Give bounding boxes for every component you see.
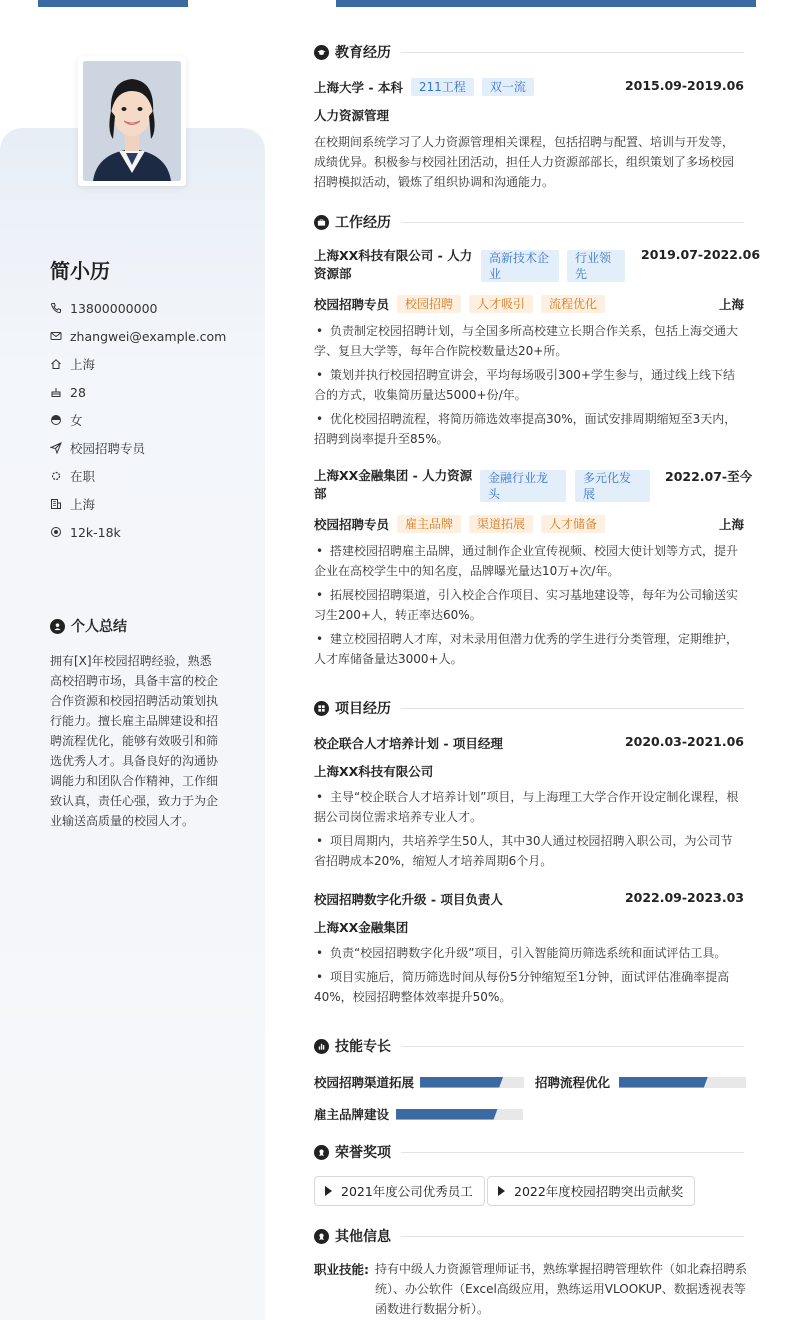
phone-value: 13800000000 xyxy=(70,300,158,316)
skill-level-bar xyxy=(396,1109,523,1120)
cake-icon xyxy=(50,386,62,398)
job-bullets xyxy=(314,541,744,673)
top-accent-bar-left xyxy=(38,0,188,7)
awards-heading xyxy=(314,1142,744,1162)
skill-name: 招聘流程优化 xyxy=(535,1075,611,1090)
briefcase-icon xyxy=(314,215,329,230)
job-tag-line: 行业领 xyxy=(575,251,612,265)
info-salary xyxy=(50,518,226,546)
award-label: 2022年度校园招聘突出贡献奖 xyxy=(514,1184,684,1199)
info-email xyxy=(50,322,226,350)
skill-level-fill xyxy=(396,1109,498,1120)
home-icon xyxy=(50,358,62,370)
job-tag xyxy=(480,470,566,502)
other-label: 职业技能: xyxy=(314,1262,369,1277)
job-company xyxy=(314,247,474,283)
skill-name: 校园招聘渠道拓展 xyxy=(314,1075,415,1090)
job-city: 上海 xyxy=(718,297,744,312)
skill-level-bar xyxy=(619,1077,746,1088)
contact-info-list xyxy=(50,294,226,546)
other-heading xyxy=(314,1226,744,1246)
work-heading xyxy=(314,212,744,232)
job-tag xyxy=(567,250,625,282)
education-school: 上海大学 - 本科 xyxy=(314,80,403,95)
job-company-line: 资源部 xyxy=(314,266,352,281)
project-bullets xyxy=(314,787,744,875)
info-gender xyxy=(50,406,226,434)
target-position-value: 校园招聘专员 xyxy=(70,441,146,456)
profile-photo-frame xyxy=(78,56,186,186)
list-item: • 项目周期内，共培养学生50人，其中30人通过校园招聘入职公司，为公司节省招聘成本20%，缩短人才培养周期6个月。 xyxy=(314,831,744,871)
project-org: 上海XX金融集团 xyxy=(314,920,409,935)
job-role-row xyxy=(314,515,744,533)
job-role: 校园招聘专员 xyxy=(314,517,390,532)
skill-level-fill xyxy=(420,1077,503,1088)
job-role-tag: 渠道拓展 xyxy=(469,515,533,533)
list-item: • 拓展校园招聘渠道，引入校企合作项目、实习基地建设等，每年为公司输送实习生200+人，转正率达60%。 xyxy=(314,585,744,625)
list-item: • 负责“校园招聘数字化升级”项目，引入智能简历筛选系统和面试评估工具。 xyxy=(314,943,744,963)
status-icon xyxy=(50,470,62,482)
award-icon xyxy=(314,1229,329,1244)
job-company-line: 部 xyxy=(314,486,327,501)
list-item: • 策划并执行校园招聘宣讲会，平均每场吸引300+学生参与，通过线上线下结合的方式，收集简历量达5000+份/年。 xyxy=(314,365,744,405)
education-tag: 双一流 xyxy=(482,78,534,96)
list-item: • 建立校园招聘人才库，对未录用但潜力优秀的学生进行分类管理，定期维护，人才库储备量达3000+人。 xyxy=(314,629,744,669)
list-item: • 搭建校园招聘雇主品牌，通过制作企业宣传视频、校园大使计划等方式，提升企业在高校学生中的知名度，品牌曝光量达10万+次/年。 xyxy=(314,541,744,581)
education-description: 在校期间系统学习了人力资源管理相关课程，包括招聘与配置、培训与开发等，成绩优异。积极参与校园社团活动，担任人力资源部部长，组织策划了多场校园招聘模拟活动，锻炼了组织协调和沟通能力。 xyxy=(314,135,735,189)
section-divider xyxy=(401,1236,744,1237)
summary-title: 个人总结 xyxy=(71,619,127,635)
job-role-tag: 人才吸引 xyxy=(469,295,533,313)
project-bullets xyxy=(314,943,744,1011)
play-icon xyxy=(325,1186,332,1196)
job-company xyxy=(314,467,474,503)
skill-level-bar xyxy=(420,1077,524,1088)
job-role-row xyxy=(314,295,744,313)
education-heading xyxy=(314,42,744,62)
job-role-tag: 校园招聘 xyxy=(397,295,461,313)
portrait-image xyxy=(83,61,181,181)
education-tag: 211工程 xyxy=(411,78,474,96)
list-item: • 优化校园招聘流程，将简历筛选效率提高30%，面试安排周期缩短至3天内，招聘到岗率提升至85%。 xyxy=(314,409,744,449)
list-item: • 主导“校企联合人才培养计划”项目，与上海理工大学合作开设定制化课程，根据公司岗位需求培养专业人才。 xyxy=(314,787,744,827)
job-period: 2019.07-2022.06 xyxy=(641,247,761,262)
project-row xyxy=(314,890,744,908)
skill-item xyxy=(535,1073,746,1091)
section-divider xyxy=(401,708,744,709)
age-value: 28 xyxy=(70,384,86,400)
job-tag-line: 头 xyxy=(488,487,501,501)
job-tag xyxy=(481,250,559,282)
status-value: 在职 xyxy=(70,469,96,484)
salary-icon xyxy=(50,526,62,538)
job-company-line: 上海XX金融集团 - 人力资源 xyxy=(314,468,473,483)
summary-heading xyxy=(50,616,127,636)
award-item xyxy=(314,1176,485,1206)
job-tag xyxy=(575,470,650,502)
education-major: 人力资源管理 xyxy=(314,108,390,123)
project-org: 上海XX科技有限公司 xyxy=(314,764,434,779)
send-icon xyxy=(50,442,62,454)
skill-item xyxy=(314,1073,524,1091)
job-tag-line: 先 xyxy=(575,267,588,281)
skills-title: 技能专长 xyxy=(335,1039,391,1055)
candidate-name: 简小历 xyxy=(50,259,110,283)
info-location xyxy=(50,350,226,378)
section-divider xyxy=(401,222,744,223)
email-value: zhangwei@example.com xyxy=(70,328,227,344)
project-org-row xyxy=(314,918,744,936)
info-status xyxy=(50,462,226,490)
skill-name: 雇主品牌建设 xyxy=(314,1107,390,1122)
skill-item xyxy=(314,1105,523,1123)
job-company-line: 上海XX科技有限公司 - 人力 xyxy=(314,248,473,263)
info-phone xyxy=(50,294,226,322)
top-accent-bar-right xyxy=(336,0,756,7)
job-period: 2022.07-至今 xyxy=(665,469,753,484)
play-icon xyxy=(498,1186,505,1196)
job-tag-line: 高新技术企 xyxy=(489,251,550,265)
other-text: 持有中级人力资源管理师证书，熟练掌握招聘管理软件（如北森招聘系统）、办公软件（Excel高级应用，熟练运用VLOOKUP、数据透视表等函数进行数据分析）。 xyxy=(375,1262,748,1316)
list-item: • 项目实施后，简历筛选时间从每份5分钟缩短至1分钟，面试评估准确率提高40%，校园招聘整体效率提升50%。 xyxy=(314,967,744,1007)
section-divider xyxy=(401,1152,744,1153)
gender-value: 女 xyxy=(70,413,83,428)
info-target-city xyxy=(50,490,226,518)
awards-title: 荣誉奖项 xyxy=(335,1145,391,1161)
section-divider xyxy=(401,1046,744,1047)
info-age xyxy=(50,378,226,406)
project-row xyxy=(314,734,744,752)
job-tag-line: 业 xyxy=(489,267,502,281)
target-city-value: 上海 xyxy=(70,497,96,512)
award-item xyxy=(487,1176,695,1206)
salary-value: 12k-18k xyxy=(70,524,121,540)
education-title: 教育经历 xyxy=(335,45,391,61)
project-name: 校企联合人才培养计划 - 项目经理 xyxy=(314,736,503,751)
bar-chart-icon xyxy=(314,1039,329,1054)
list-item: • 负责制定校园招聘计划，与全国多所高校建立长期合作关系，包括上海交通大学、复旦大学等，每年合作院校数量达20+所。 xyxy=(314,321,744,361)
mail-icon xyxy=(50,330,62,342)
graduation-cap-icon xyxy=(314,45,329,60)
summary-text: 拥有[X]年校园招聘经验，熟悉高校招聘市场，具备丰富的校企合作资源和校园招聘活动策划执行能力。擅长雇主品牌建设和招聘流程优化，能够有效吸引和筛选优秀人才。具备良好的沟通协调能力和团队合作精神，工作细致认真，责任心强，致力于为企业输送高质量的校园人才。 xyxy=(50,654,219,828)
project-org-row xyxy=(314,762,744,780)
info-target-position xyxy=(50,434,226,462)
work-title: 工作经历 xyxy=(335,215,391,231)
gender-icon xyxy=(50,414,62,426)
education-major-row xyxy=(314,106,744,124)
section-divider xyxy=(401,52,744,53)
job-role-tag: 人才储备 xyxy=(541,515,605,533)
projects-heading xyxy=(314,698,744,718)
job-role: 校园招聘专员 xyxy=(314,297,390,312)
grid-icon xyxy=(314,701,329,716)
project-period: 2020.03-2021.06 xyxy=(624,734,744,749)
phone-icon xyxy=(50,302,62,314)
job-bullets xyxy=(314,321,744,453)
job-tag-line: 多元化发 xyxy=(583,471,632,485)
job-role-tag: 雇主品牌 xyxy=(397,515,461,533)
project-period: 2022.09-2023.03 xyxy=(624,890,744,905)
location-value: 上海 xyxy=(70,357,96,372)
award-label: 2021年度公司优秀员工 xyxy=(341,1184,473,1199)
education-period: 2015.09-2019.06 xyxy=(624,78,744,93)
job-tag-line: 展 xyxy=(583,487,596,501)
job-city: 上海 xyxy=(718,517,744,532)
job-tag-line: 金融行业龙 xyxy=(488,471,549,485)
building-icon xyxy=(50,498,62,510)
skills-heading xyxy=(314,1036,744,1056)
profile-photo xyxy=(83,61,181,181)
job-role-tag: 流程优化 xyxy=(541,295,605,313)
skill-level-fill xyxy=(619,1077,708,1088)
user-icon xyxy=(50,619,65,634)
other-title: 其他信息 xyxy=(335,1229,391,1245)
project-name: 校园招聘数字化升级 - 项目负责人 xyxy=(314,892,503,907)
award-icon xyxy=(314,1145,329,1160)
projects-title: 项目经历 xyxy=(335,701,391,717)
education-row xyxy=(314,78,744,96)
